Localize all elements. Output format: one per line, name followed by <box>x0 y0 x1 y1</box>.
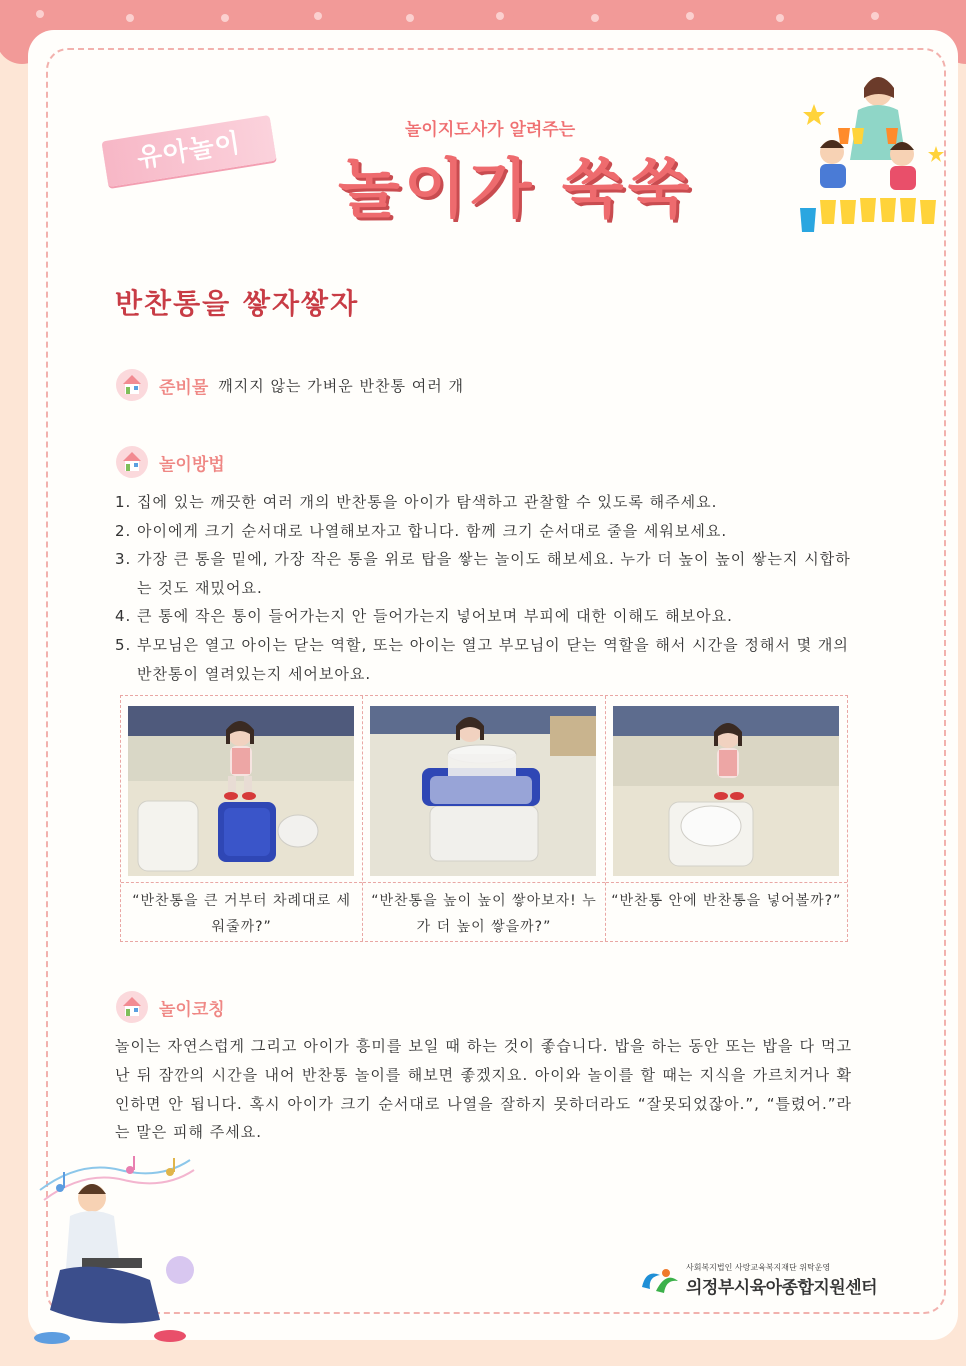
stacked-containers-photo <box>370 706 596 876</box>
method-section-header <box>115 445 225 479</box>
caption-divider <box>121 882 362 883</box>
photo-cell <box>606 696 847 941</box>
step-text: 큰 통에 작은 통이 들어가는지 안 들어가는지 넣어보며 부피에 대한 이해도 해보아요. <box>137 607 733 626</box>
caption-divider <box>363 882 604 883</box>
photo-caption: “반찬통 안에 반찬통을 넣어볼까?” <box>611 893 842 909</box>
header-subtitle: 놀이지도사가 알려주는 <box>405 120 576 140</box>
method-step <box>115 488 855 517</box>
method-label: 놀이방법 <box>159 454 225 475</box>
coaching-text: 놀이는 자연스럽게 그리고 아이가 흥미를 보일 때 하는 것이 좋습니다. 밥을 하는 동안 또는 밥을 다 먹고 난 뒤 잠깐의 시간을 내어 반찬통 놀이를 해보면 좋겠지요. 아이와 놀이를 할 때는 지식을 가르치거나 확인하면 안 됩니다. 혹시 아이가 크기 순서대로 나열을 잘하지 못하더라도 “잘못되었잖아.”, “틀렸어.”라는 말은 피해 주세요. <box>115 1037 852 1142</box>
house-icon <box>115 368 149 402</box>
doll-containers-photo <box>128 706 354 876</box>
photo-caption: “반찬통을 높이 높이 쌓아보자! 누가 더 높이 쌓을까?” <box>371 893 597 935</box>
house-icon <box>115 990 149 1024</box>
step-number: 1. <box>115 493 132 511</box>
house-icon <box>115 445 149 479</box>
method-steps <box>115 488 855 688</box>
step-text: 가장 큰 통을 밑에, 가장 작은 통을 위로 탑을 쌓는 놀이도 해보세요. 누가 더 높이 높이 쌓는지 시합하는 것도 재밌어요. <box>137 550 851 597</box>
coaching-section-header <box>115 990 225 1024</box>
step-number: 2. <box>115 521 132 540</box>
swirl-logo-icon <box>636 1263 682 1297</box>
photo-cell <box>121 696 363 941</box>
step-text: 부모님은 열고 아이는 닫는 역할, 또는 아이는 열고 부모님이 닫는 역할을 해서 시간을 정해서 몇 개의 반찬통이 열려있는지 세어보아요. <box>137 635 849 683</box>
photo-table <box>120 695 848 942</box>
method-step <box>115 517 855 546</box>
org-operator-text: 사회복지법인 사랑교육복지재단 위탁운영 <box>686 1263 831 1272</box>
caption-divider <box>606 882 847 883</box>
org-name: 의정부시육아종합지원센터 <box>686 1278 878 1298</box>
step-text: 집에 있는 깨끗한 여러 개의 반찬통을 아이가 탐색하고 관찰할 수 있도록 해주세요. <box>137 493 718 511</box>
nested-containers-photo <box>613 706 839 876</box>
materials-text: 깨지지 않는 가벼운 반찬통 여러 개 <box>218 376 464 395</box>
step-number: 5. <box>115 635 132 654</box>
step-number: 4. <box>115 607 132 626</box>
kids-with-cups-illustration <box>790 70 950 245</box>
method-step <box>115 602 855 631</box>
musician-illustration <box>30 1150 200 1350</box>
activity-title: 반찬통을 쌓자쌓자 <box>115 287 360 320</box>
materials-section <box>115 368 464 402</box>
photo-caption: “반찬통을 큰 거부터 차례대로 세워줄까?” <box>132 893 352 935</box>
step-number: 3. <box>115 550 132 569</box>
method-step <box>115 545 855 602</box>
center-logo <box>636 1262 877 1298</box>
category-tag-label: 유아놀이 <box>135 128 243 174</box>
coaching-label: 놀이코칭 <box>159 999 225 1020</box>
header-title: 놀이가 쑥쑥 <box>338 153 694 227</box>
photo-cell <box>363 696 605 941</box>
method-step <box>115 631 855 688</box>
materials-label: 준비물 <box>159 377 209 398</box>
step-text: 아이에게 크기 순서대로 나열해보자고 합니다. 함께 크기 순서대로 줄을 세워보세요. <box>137 521 728 540</box>
